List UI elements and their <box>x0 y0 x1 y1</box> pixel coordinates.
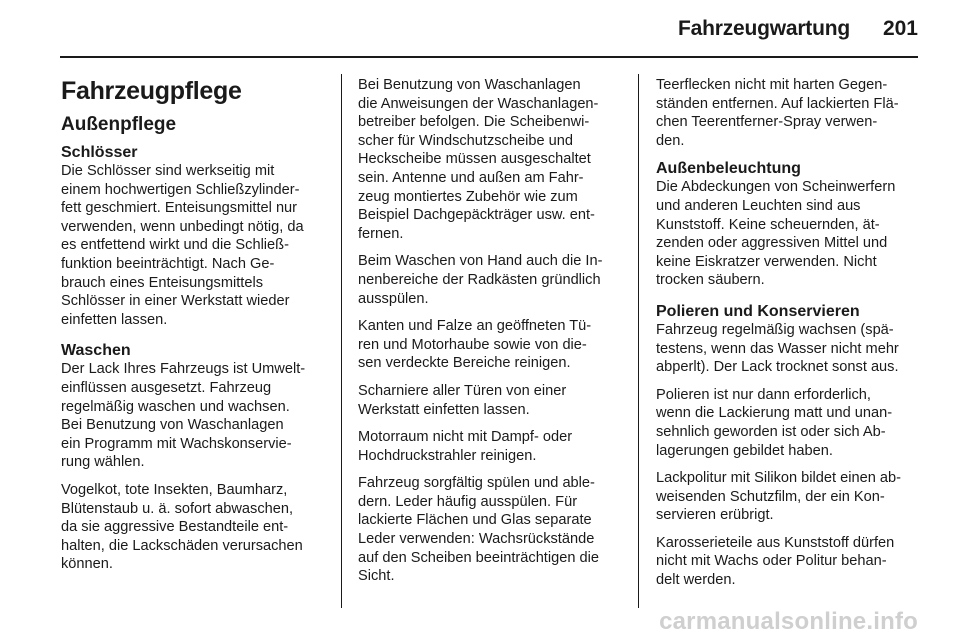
text-line: sein. Antenne und außen am Fahr- <box>358 169 584 186</box>
text-line: einfetten lassen. <box>61 311 168 328</box>
text-line: wenn die Lackierung matt und unan- <box>656 405 893 422</box>
text-line: Blütenstaub u. ä. sofort abwaschen, <box>61 500 294 517</box>
text-line: betreiber befolgen. Die Scheibenwi- <box>358 114 590 131</box>
paragraph <box>656 469 920 525</box>
text-line: Schlösser in einer Werkstatt wieder <box>61 293 290 310</box>
paragraph <box>358 252 622 308</box>
paragraph <box>358 382 622 419</box>
text-line: einflüssen ausgesetzt. Fahrzeug <box>61 379 272 396</box>
text-line: Heckscheibe müssen ausgeschaltet <box>358 151 591 168</box>
text-line: Fahrzeug regelmäßig wachsen (spä- <box>656 321 894 338</box>
paragraph <box>358 76 622 243</box>
watermark: carmanualsonline.info <box>659 608 918 635</box>
text-line: Die Abdeckungen von Scheinwerfern <box>656 179 896 196</box>
column-1-sections <box>61 143 325 574</box>
intro-paragraph <box>656 76 920 150</box>
text-line: servieren erübrigt. <box>656 507 774 524</box>
text-line: und anderen Leuchten sind aus <box>656 197 861 214</box>
paragraph <box>656 321 920 377</box>
column-1 <box>61 76 325 583</box>
section-title: Fahrzeugpflege <box>61 77 242 105</box>
text-line: Beispiel Dachgepäckträger usw. ent- <box>358 207 595 224</box>
paragraph <box>61 162 325 329</box>
text-line: Kunststoff. Keine scheuernden, ät- <box>656 216 880 233</box>
header-rule <box>60 56 918 58</box>
text-line: Sicht. <box>358 568 395 585</box>
text-line: trocken säubern. <box>656 272 765 289</box>
text-line: funktion beeinträchtigt. Nach Ge- <box>61 255 275 272</box>
text-line: Leder verwenden: Wachsrückstände <box>358 531 595 548</box>
text-line: Scharniere aller Türen von einer <box>358 382 567 399</box>
text-line: Motorraum nicht mit Dampf- oder <box>358 429 573 446</box>
text-line: regelmäßig waschen und wachsen. <box>61 398 290 415</box>
column-divider-2 <box>638 74 639 608</box>
text-line: Teerflecken nicht mit harten Gegen- <box>656 77 888 93</box>
paragraph <box>358 428 622 465</box>
text-line: auf den Scheiben beeinträchtigen die <box>358 549 599 566</box>
text-line: lagerungen gebildet haben. <box>656 442 833 459</box>
section-heading: Außenbeleuchtung <box>656 160 801 178</box>
chapter-title: Fahrzeugwartung <box>677 17 850 40</box>
page-number: 201 <box>882 17 918 40</box>
text-line: nenbereiche der Radkästen gründlich <box>358 271 601 288</box>
column-divider-1 <box>341 74 342 608</box>
text-line: Karosserieteile aus Kunststoff dürfen <box>656 534 895 551</box>
text-line: weisenden Schutzfilm, der ein Kon- <box>656 488 885 505</box>
text-line: Der Lack Ihres Fahrzeugs ist Umwelt- <box>61 361 306 378</box>
text-line: die Anweisungen der Waschanlagen- <box>358 95 599 112</box>
text-line: sehnlich geworden ist oder sich Ab- <box>656 423 886 440</box>
section-subtitle: Außenpflege <box>61 114 177 135</box>
text-line: zeug montiertes Zubehör wie zum <box>358 188 578 205</box>
text-line: dern. Leder häufig ausspülen. Für <box>358 493 578 510</box>
text-line: können. <box>61 556 113 573</box>
page-header <box>0 0 960 62</box>
text-line: verwenden, wenn unbedingt nötig, da <box>61 218 304 235</box>
text-line: den. <box>656 132 685 149</box>
paragraph <box>656 386 920 460</box>
text-line: zenden oder aggressiven Mittel und <box>656 235 888 252</box>
text-line: nicht mit Wachs oder Politur behan- <box>656 553 887 570</box>
text-line: testens, wenn das Wasser nicht mehr <box>656 340 899 357</box>
text-line: Beim Waschen von Hand auch die In- <box>358 253 603 270</box>
text-line: Kanten und Falze an geöffneten Tü- <box>358 318 592 335</box>
column-2-paragraphs <box>358 76 622 586</box>
text-line: Die Schlösser sind werkseitig mit <box>61 163 275 179</box>
section-heading: Polieren und Konservieren <box>656 302 860 320</box>
text-line: fernen. <box>358 225 404 242</box>
column-3-sections <box>656 159 920 589</box>
text-line: halten, die Lackschäden verursachen <box>61 537 303 554</box>
text-line: Fahrzeug sorgfältig spülen und able- <box>358 475 595 492</box>
text-line: abperlt). Der Lack trocknet sonst aus. <box>656 359 899 376</box>
text-line: scher für Windschutzscheibe und <box>358 132 573 149</box>
text-line: einem hochwertigen Schließzylinder- <box>61 181 300 198</box>
text-line: keine Eiskratzer verwenden. Nicht <box>656 253 877 270</box>
paragraph <box>61 360 325 472</box>
paragraph <box>61 481 325 574</box>
text-line: delt werden. <box>656 572 736 589</box>
text-line: es entfettend wirkt und die Schließ- <box>61 237 289 254</box>
text-line: ein Programm mit Wachskonservie- <box>61 435 292 452</box>
paragraph <box>656 178 920 290</box>
paragraph <box>656 534 920 590</box>
text-line: Hochdruckstrahler reinigen. <box>358 447 537 464</box>
paragraph <box>358 474 622 586</box>
section-heading: Waschen <box>61 342 131 360</box>
paragraph <box>358 317 622 373</box>
section-heading: Schlösser <box>61 144 138 161</box>
text-line: fett geschmiert. Enteisungsmittel nur <box>61 200 298 217</box>
text-line: da sie aggressive Bestandteile ent- <box>61 519 289 536</box>
text-line: ständen entfernen. Auf lackierten Flä- <box>656 95 899 112</box>
text-line: sen verdeckte Bereiche reinigen. <box>358 355 571 372</box>
column-3 <box>656 76 920 599</box>
text-line: brauch eines Enteisungsmittels <box>61 274 263 291</box>
text-line: Bei Benutzung von Waschanlagen <box>358 77 581 93</box>
text-line: rung wählen. <box>61 454 145 471</box>
text-line: Lackpolitur mit Silikon bildet einen ab- <box>656 470 901 487</box>
column-2 <box>358 76 622 595</box>
text-line: lackierte Flächen und Glas separate <box>358 512 592 529</box>
text-line: Werkstatt einfetten lassen. <box>358 401 530 418</box>
text-line: Bei Benutzung von Waschanlagen <box>61 417 284 434</box>
text-line: ausspülen. <box>358 290 429 307</box>
text-line: Vogelkot, tote Insekten, Baumharz, <box>61 481 288 498</box>
text-line: ren und Motorhaube sowie von die- <box>358 336 587 353</box>
text-line: chen Teerentferner-Spray verwen- <box>656 114 878 131</box>
text-line: Polieren ist nur dann erforderlich, <box>656 386 871 403</box>
